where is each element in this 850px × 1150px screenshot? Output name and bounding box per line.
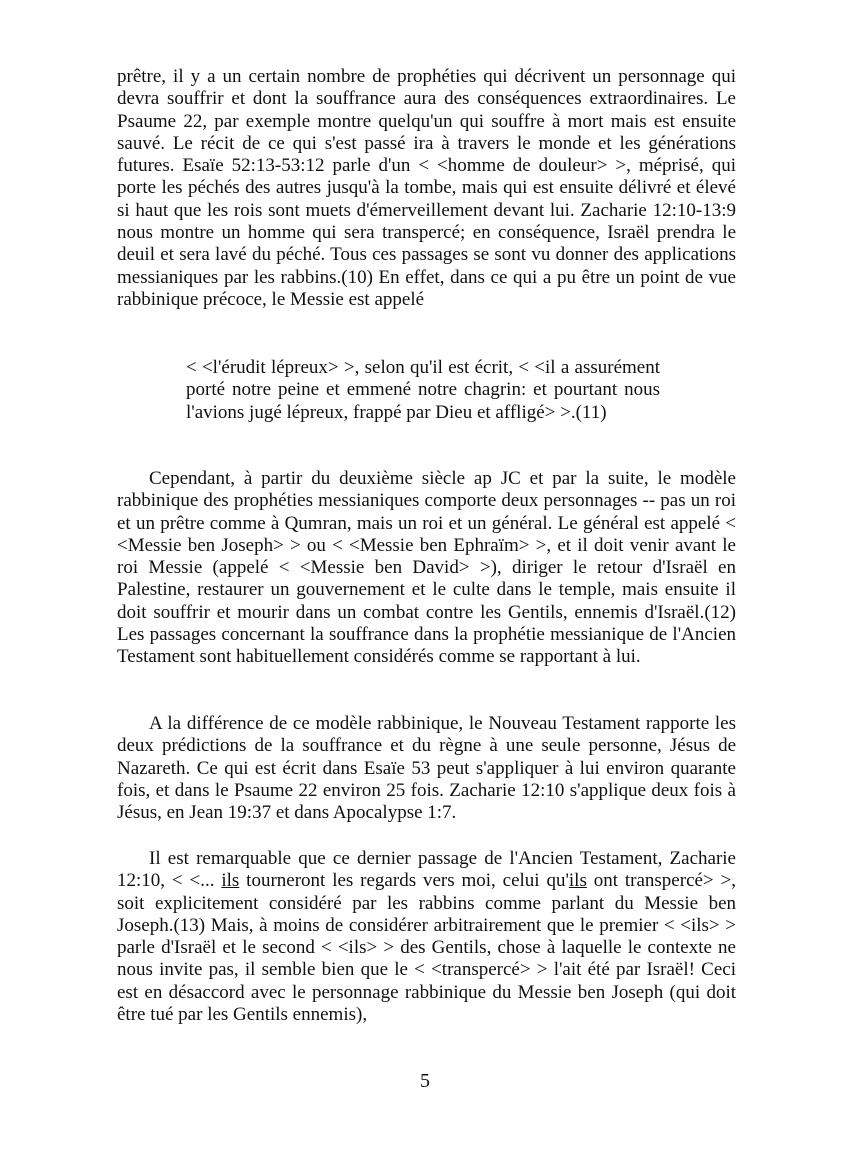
paragraph-4-part-2: tourneront les regards vers moi, celui qu'	[239, 870, 569, 892]
paragraph-4-part-1: Il est remarquable que ce dernier passage de l'Ancien Testament, Zacharie 12:10, < <...	[117, 848, 736, 892]
block-quote: < <l'érudit lépreux> >, selon qu'il est écrit, < <il a assurément porté notre peine et emmené notre chagrin: et pourtant nous l'avions jugé lépreux, frappé par Dieu et affligé> >.(11)	[186, 357, 660, 423]
paragraph-2: Cependant, à partir du deuxième siècle ap JC et par la suite, le modèle rabbinique des prophéties messianiques comporte deux personnages -- pas un roi et un prêtre comme à Qumran, mais un roi et un général. Le général est appelé < <Messie ben Joseph> > ou < <Messie ben Ephraïm> >, et il doit venir avant le roi Messie (appelé < <Messie ben David> >), diriger le retour d'Israël en Palestine, restaurer un gouvernement et le culte dans le temple, mais ensuite il doit souffrir et mourir dans un combat contre les Gentils, ennemis d'Israël.(12) Les passages concernant la souffrance dans la prophétie messianique de l'Ancien Testament sont habituellement considérés comme se rapportant à lui.	[117, 468, 736, 668]
paragraph-4	[117, 848, 736, 1026]
paragraph-4-part-3: ont transpercé> >, soit explicitement considéré par les rabbins comme parlant du Messie ben Joseph.(13) Mais, à moins de considérer arbitrairement que le premier < <ils> > parle d'Israël et le second < <ils> > des Gentils, chose à laquelle le contexte ne nous invite pas, il semble bien que le < <transpercé> > l'ait été par Israël! Ceci est en désaccord avec le personnage rabbinique du Messie ben Joseph (qui doit être tué par les Gentils ennemis),	[117, 870, 736, 1026]
underlined-word-ils-2: ils	[568, 870, 587, 892]
page-number: 5	[420, 1070, 430, 1092]
paragraph-1: prêtre, il y a un certain nombre de prophéties qui décrivent un personnage qui devra souffrir et dont la souffrance aura des conséquences extraordinaires. Le Psaume 22, par exemple montre quelqu'un qui souffre à mort mais est ensuite sauvé. Le récit de ce qui s'est passé ira à travers le monde et les générations futures. Esaïe 52:13-53:12 parle d'un < <homme de douleur> >, méprisé, qui porte les péchés des autres jusqu'à la tombe, mais qui est ensuite délivré et élevé si haut que les rois sont muets d'émerveillement devant lui. Zacharie 12:10-13:9 nous montre un homme qui sera transpercé; en conséquence, Israël prendra le deuil et sera lavé du péché. Tous ces passages se sont vu donner des applications messianiques par les rabbins.(10) En effet, dans ce qui a pu être un point de vue rabbinique précoce, le Messie est appelé	[117, 66, 736, 310]
paragraph-3: A la différence de ce modèle rabbinique, le Nouveau Testament rapporte les deux prédictions de la souffrance et du règne à une seule personne, Jésus de Nazareth. Ce qui est écrit dans Esaïe 53 peut s'appliquer à lui environ quarante fois, et dans le Psaume 22 environ 25 fois. Zacharie 12:10 s'applique deux fois à Jésus, en Jean 19:37 et dans Apocalypse 1:7.	[117, 713, 736, 824]
underlined-word-ils-1: ils	[221, 870, 240, 892]
